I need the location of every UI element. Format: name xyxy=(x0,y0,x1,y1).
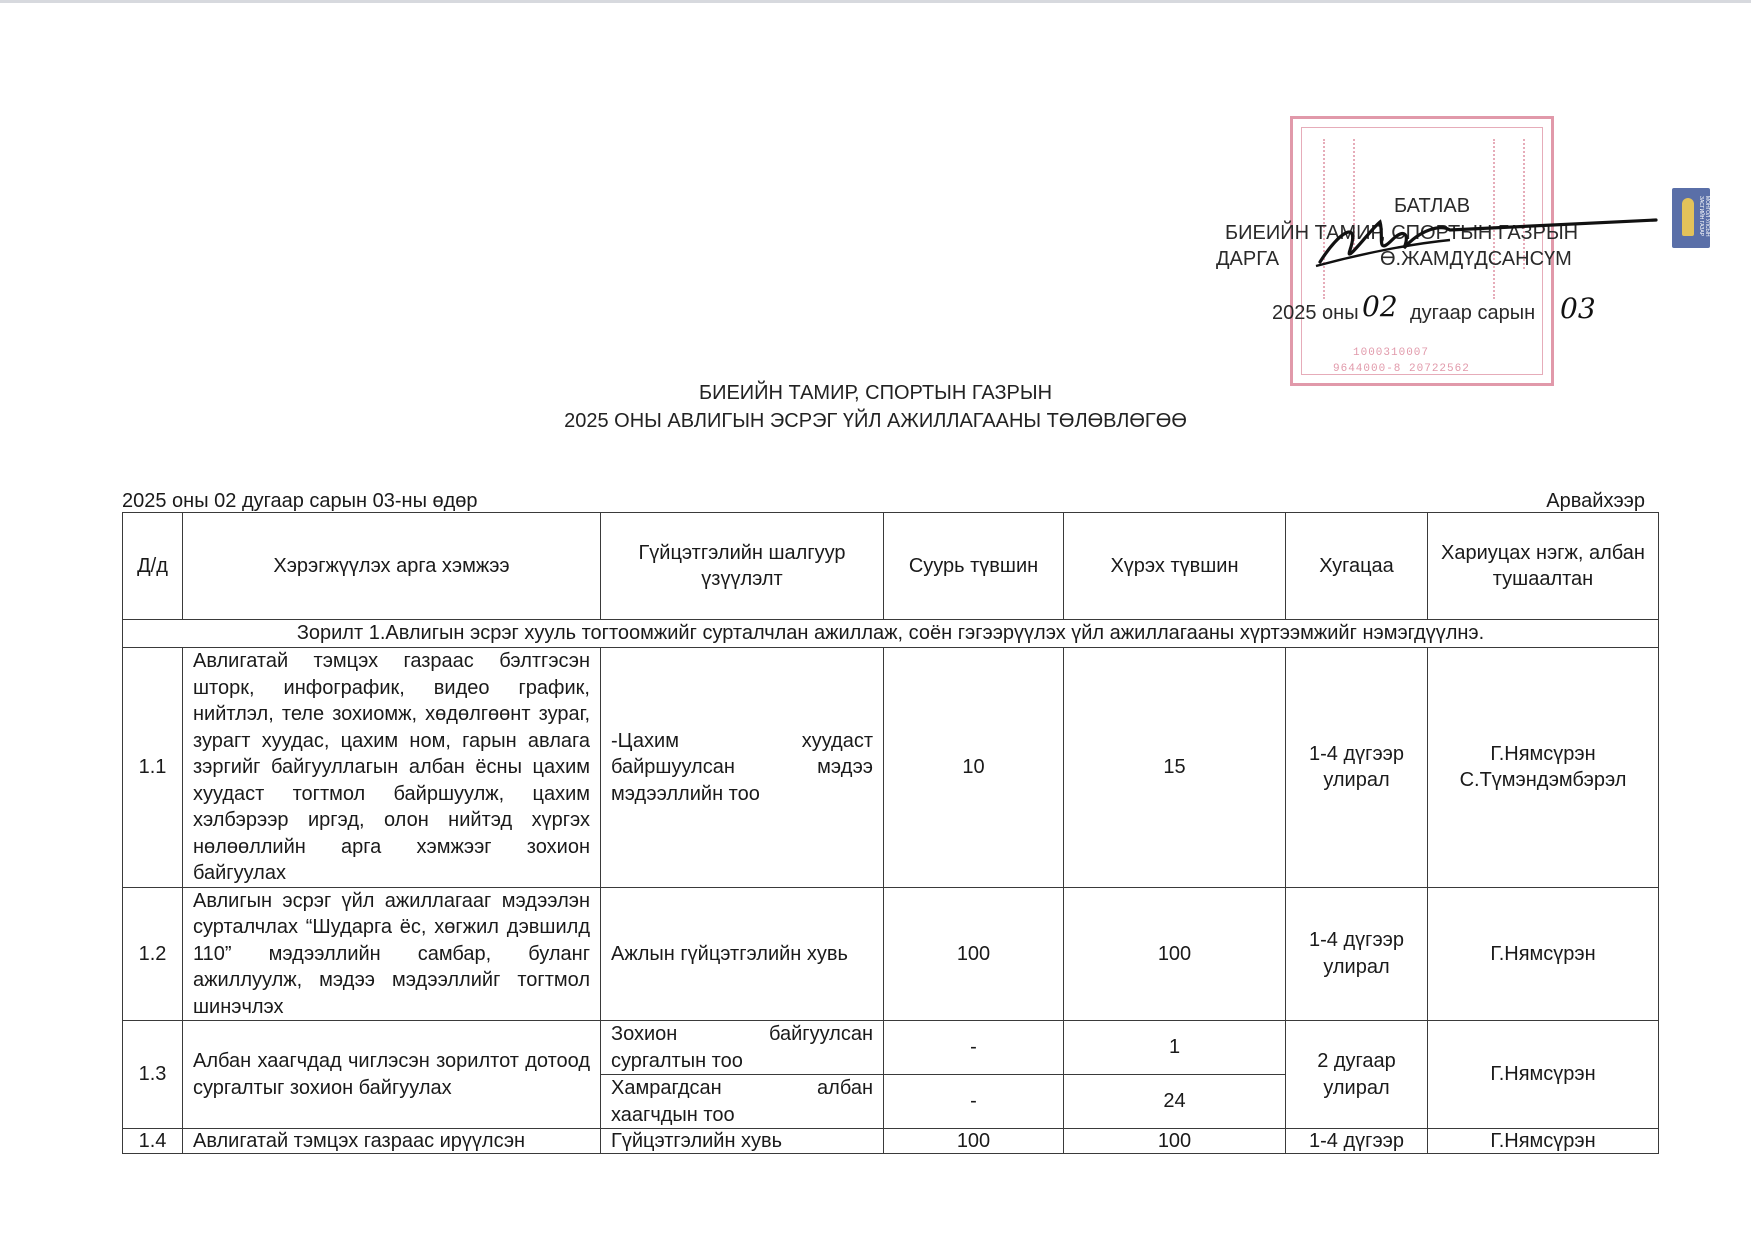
document-date: 2025 оны 02 дугаар сарын 03-ны өдөр xyxy=(122,490,478,512)
document-title-line2: 2025 ОНЫ АВЛИГЫН ЭСРЭГ ҮЙЛ АЖИЛЛАГААНЫ ТӨЛӨВЛӨГӨӨ xyxy=(564,410,1187,432)
row-responsible: Г.Нямсүрэн xyxy=(1428,887,1659,1021)
row-deadline: 1-4 дүгээр улирал xyxy=(1286,648,1428,888)
row-number: 1.1 xyxy=(123,648,183,888)
approval-date-mid: дугаар сарын xyxy=(1410,302,1536,324)
row-base-level: - xyxy=(884,1075,1064,1129)
row-number: 1.4 xyxy=(123,1129,183,1154)
table-row xyxy=(123,1021,1659,1075)
document-place: Арвайхээр xyxy=(1546,490,1645,512)
row-action: Албан хаагчдад чиглэсэн зорилтот дотоод сургалтыг зохион байгуулах xyxy=(183,1021,601,1129)
approval-heading: БАТЛАВ xyxy=(1394,195,1471,217)
approval-position: ДАРГА xyxy=(1216,248,1280,270)
responsible-person: Г.Нямсүрэн xyxy=(1490,742,1596,765)
row-action: Авлигатай тэмцэх газраас ирүүлсэн xyxy=(183,1129,601,1154)
header-deadline: Хугацаа xyxy=(1286,513,1428,620)
row-target-level: 100 xyxy=(1064,1129,1286,1154)
page-top-edge xyxy=(0,0,1751,3)
row-responsible xyxy=(1428,648,1659,888)
row-number: 1.2 xyxy=(123,887,183,1021)
row-responsible: Г.Нямсүрэн xyxy=(1428,1129,1659,1154)
header-criteria: Гүйцэтгэлийн шалгуур үзүүлэлт xyxy=(601,513,884,620)
state-emblem-tab xyxy=(1672,188,1710,248)
header-base-level: Суурь түвшин xyxy=(884,513,1064,620)
row-deadline: 2 дугаар улирал xyxy=(1286,1021,1428,1129)
row-number: 1.3 xyxy=(123,1021,183,1129)
stamp-number-2: 9644000-8 20722562 xyxy=(1333,363,1470,375)
header-target-level: Хүрэх түвшин xyxy=(1064,513,1286,620)
row-target-level: 24 xyxy=(1064,1075,1286,1129)
table-header-row xyxy=(123,513,1659,620)
row-criteria: Хамрагдсан албан хаагчдын тоо xyxy=(601,1075,884,1129)
emblem-text: МОНГОЛ УЛСЫН ЗАСГИЙН ГАЗАР xyxy=(1698,196,1710,237)
header-action: Хэрэгжүүлэх арга хэмжээ xyxy=(183,513,601,620)
plan-table xyxy=(122,512,1659,1154)
goal-1: Зорилт 1.Авлигын эсрэг хууль тогтоомжийг сурталчлан ажиллаж, соён гэгээрүүлэх үйл ажиллагааны хүртээмжийг нэмэгдүүлнэ. xyxy=(123,620,1659,648)
approval-name: Ө.ЖАМДҮДСАНСҮМ xyxy=(1380,248,1572,270)
row-deadline: 1-4 дүгээр xyxy=(1286,1129,1428,1154)
row-base-level: - xyxy=(884,1021,1064,1075)
signature xyxy=(1300,200,1660,280)
header-no: Д/д xyxy=(123,513,183,620)
row-target-level: 15 xyxy=(1064,648,1286,888)
header-responsible: Хариуцах нэгж, албан тушаалтан xyxy=(1428,513,1659,620)
document-title-line1: БИЕИЙН ТАМИР, СПОРТЫН ГАЗРЫН xyxy=(698,382,1053,404)
table-row xyxy=(123,1129,1659,1154)
row-base-level: 100 xyxy=(884,1129,1064,1154)
row-deadline: 1-4 дүгээр улирал xyxy=(1286,887,1428,1021)
responsible-person: С.Түмэндэмбэрэл xyxy=(1459,769,1627,792)
row-action: Авлигатай тэмцэх газраас бэлтгэсэн шторк, инфографик, видео график, нийтлэл, теле зохиомж, хөдөлгөөнт зураг, зурагт хуудас, цахим ном, гарын авлага зэргийг байгууллагын албан ёсны цахим хуудаст тогтмол байршуулж, цахим хэлбэрээр иргэд, олон нийтэд хүргэх нөлөөллийн арга хэмжээг зохион байгуулах xyxy=(183,648,601,888)
table-row xyxy=(123,648,1659,888)
row-target-level: 1 xyxy=(1064,1021,1286,1075)
row-criteria: -Цахим хуудаст байршуулсан мэдээ мэдээллийн тоо xyxy=(601,648,884,888)
row-criteria: Гүйцэтгэлийн хувь xyxy=(601,1129,884,1154)
approval-date-prefix: 2025 оны xyxy=(1272,302,1359,324)
approval-date-month-handwritten: 02 xyxy=(1362,290,1398,323)
goal-row xyxy=(123,620,1659,648)
row-criteria: Ажлын гүйцэтгэлийн хувь xyxy=(601,887,884,1021)
row-criteria: Зохион байгуулсан сургалтын тоо xyxy=(601,1021,884,1075)
row-target-level: 100 xyxy=(1064,887,1286,1021)
approval-organization: БИЕИЙН ТАМИР, СПОРТЫН ГАЗРЫН xyxy=(1225,222,1579,244)
row-base-level: 10 xyxy=(884,648,1064,888)
soyombo-icon xyxy=(1682,198,1694,236)
table-row xyxy=(123,887,1659,1021)
stamp-number-1: 1000310007 xyxy=(1353,347,1430,359)
row-action: Авлигын эсрэг үйл ажиллагааг мэдээлэн сурталчлах “Шударга ёс, хөгжил дэвшилд 110” мэдээллийн самбар, буланг ажиллуулж, мэдээ мэдээллийг тогтмол шинэчлэх xyxy=(183,887,601,1021)
row-base-level: 100 xyxy=(884,887,1064,1021)
row-responsible: Г.Нямсүрэн xyxy=(1428,1021,1659,1129)
approval-date-day-handwritten: 03 xyxy=(1560,292,1596,325)
